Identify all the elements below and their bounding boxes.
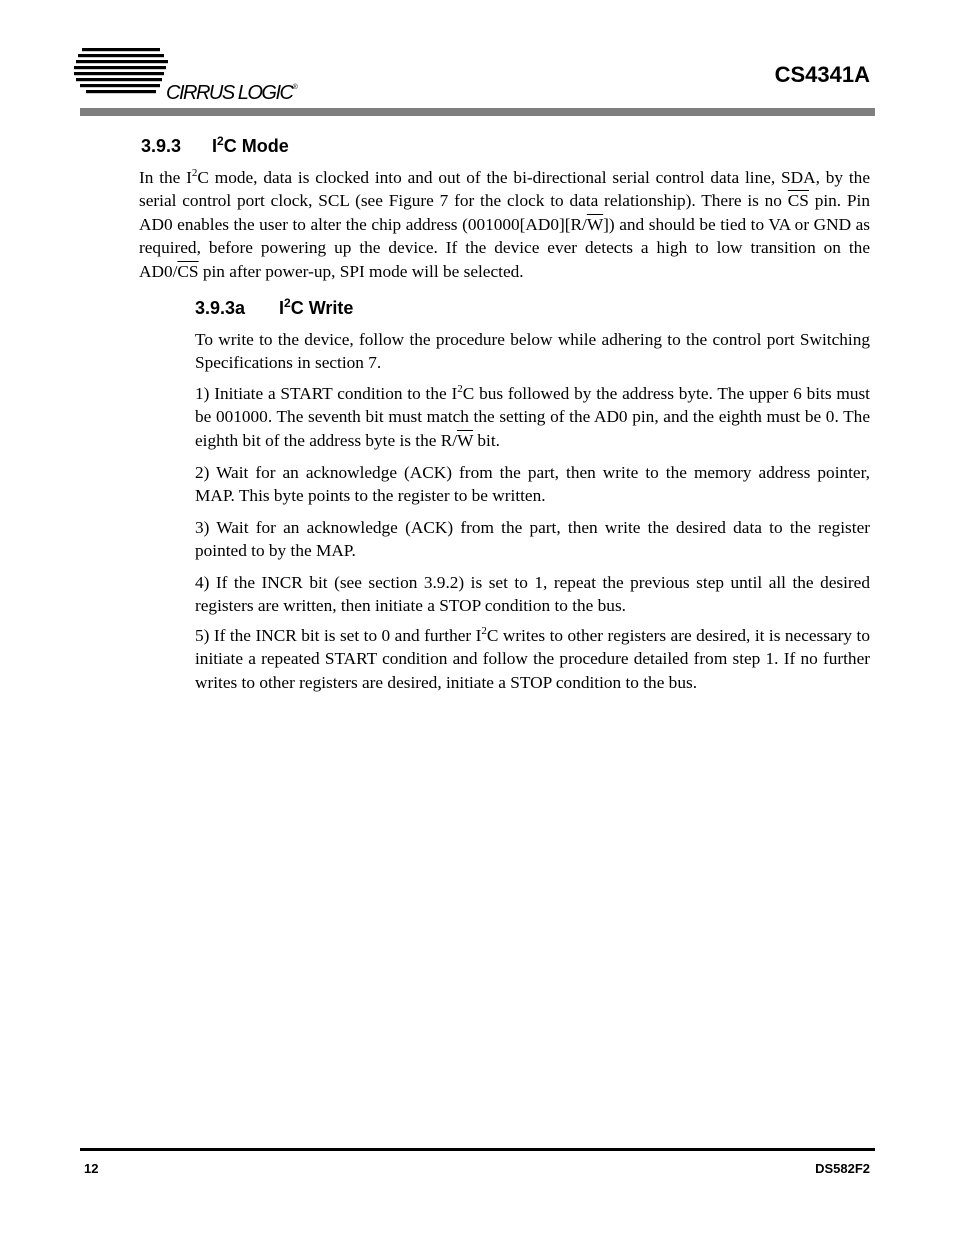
document-id: DS582F2 (815, 1161, 870, 1176)
header-rule (80, 108, 875, 116)
section-paragraph: In the $I^2C$ mode, data is clocked into and out of the bi-directional serial control data line, SDA, by the serial control port clock, SCL (see Figure 7 for the clock to data relationship). There is no $\overline{CS}$ pin. Pin AD0 enables the user to alter the chip address $(001000[AD0][R/\overline{W}])$ and should be tied to VA or GND as required, before powering up the device. If the device ever detects a high to low transition on the $AD0/\overline{CS}$ pin after power-up, SPI mode will be selected. (139, 167, 870, 281)
section-number: 3.9.3 (141, 136, 182, 156)
page-number: 12 (84, 1161, 99, 1176)
section-heading: 3.9.3 $I^2C$ Mode (141, 134, 289, 156)
intro-paragraph: To write to the device, follow the procedure below while adhering to the control port Switching Specifications in section 7. (195, 330, 870, 373)
step-1-paragraph: 1) Initiate a START condition to the $I^2C$ bus followed by the address byte. The upper 6 bits must be 001000. The seventh bit must match the setting of the AD0 pin, and the eighth must be 0. The eighth bit of the address byte is the $R/\overline{W}$ bit. (195, 383, 870, 450)
footer-rule (80, 1148, 875, 1151)
step-4-paragraph: 4) If the INCR bit (see section 3.9.2) is set to 1, repeat the previous step until all the desired registers are written, then initiate a STOP condition to the bus. (195, 573, 870, 616)
step-5-paragraph: 5) If the INCR bit is set to 0 and further $I^2C$ writes to other registers are desired, it is necessary to initiate a repeated START condition and follow the procedure detailed from step 1. If no further writes to other registers are desired, initiate a STOP condition to the bus. (195, 625, 870, 692)
step-2-paragraph: 2) Wait for an acknowledge (ACK) from the part, then write to the memory address pointer, MAP. This byte points to the register to be written. (195, 463, 870, 506)
subsection-number: 3.9.3a (195, 298, 246, 318)
subsection-heading: 3.9.3a $I^2C$ Write (195, 296, 354, 318)
part-number: CS4341A (774, 62, 870, 87)
step-3-paragraph: 3) Wait for an acknowledge (ACK) from the part, then write the desired data to the register pointed to by the MAP. (195, 518, 870, 561)
logo-wordmark: CIRRUS LOGIC® (166, 82, 298, 104)
